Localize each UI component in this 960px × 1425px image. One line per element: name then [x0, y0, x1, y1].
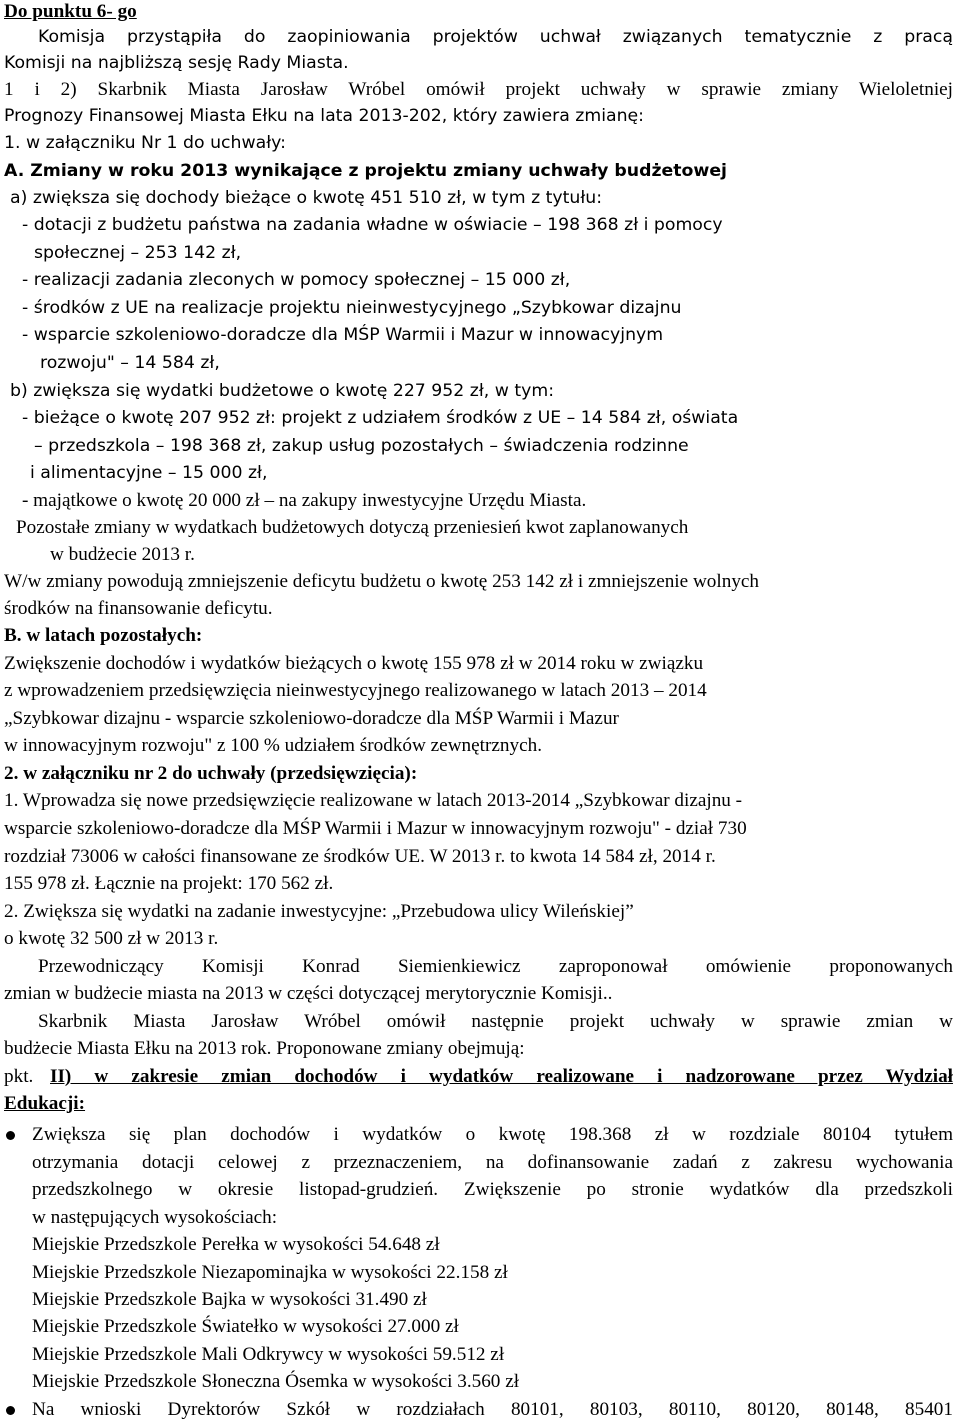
text-line: i alimentacyjne – 15 000 zł, [30, 463, 268, 483]
text-line: rozdział 73006 w całości finansowane ze środków UE. W 2013 r. to kwota 14 584 zł, 2014 r. [4, 846, 716, 867]
text-line: społecznej – 253 142 zł, [34, 243, 242, 263]
text-line: Przewodniczący Komisji Konrad Siemienkiewicz zaproponował omówienie proponowanych [38, 956, 953, 977]
text-line: 155 978 zł. Łącznie na projekt: 170 562 zł. [4, 873, 334, 894]
text-line: – przedszkola – 198 368 zł, zakup usług pozostałych – świadczenia rodzinne [34, 436, 689, 456]
text-line: Zwiększenie dochodów i wydatków bieżących o kwotę 155 978 zł w 2014 roku w związku [4, 653, 704, 674]
text-line: pkt. [4, 1066, 34, 1087]
text-line: Prognozy Finansowej Miasta Ełku na lata 2013-202, który zawiera zmianę: [4, 106, 645, 126]
underlined-heading: Edukacji: [4, 1093, 86, 1114]
text-line: - wsparcie szkoleniowo-doradcze dla MŚP Warmii i Mazur w innowacyjnym [22, 325, 664, 345]
bullet-icon [6, 1406, 15, 1415]
text-line: Komisji na najbliższą sesję Rady Miasta. [4, 53, 349, 73]
list-item: Na wnioski Dyrektorów Szkół w rozdziałach 80101, 80103, 80110, 80120, 80148, 85401 [32, 1399, 953, 1420]
list-item: Miejskie Przedszkole Perełka w wysokości 54.648 zł [32, 1234, 440, 1255]
text-line: - majątkowe o kwotę 20 000 zł – na zakupy inwestycyjne Urzędu Miasta. [22, 490, 587, 511]
list-item: przedszkolnego w okresie listopad-grudzień. Zwiększenie po stronie wydatków dla przedszkoli [32, 1179, 953, 1200]
text-line: Komisja przystąpiła do zaopiniowania projektów uchwał związanych tematycznie z pracą [38, 27, 953, 47]
text-line: wsparcie szkoleniowo-doradcze dla MŚP Warmii i Mazur w innowacyjnym rozwoju" - dział 730 [4, 818, 747, 839]
bullet-icon [6, 1131, 15, 1140]
text-line: a) zwiększa się dochody bieżące o kwotę 451 510 zł, w tym z tytułu: [10, 188, 603, 208]
text-line: 1. Wprowadza się nowe przedsięwzięcie realizowane w latach 2013-2014 „Szybkowar dizajnu - [4, 790, 743, 811]
text-line: - dotacji z budżetu państwa na zadania władne w oświacie – 198 368 zł i pomocy [22, 215, 723, 235]
text-line: rozwoju" – 14 584 zł, [40, 353, 220, 373]
text-line: 2. Zwiększa się wydatki na zadanie inwestycyjne: „Przebudowa ulicy Wileńskiej” [4, 901, 634, 922]
text-line: - bieżące o kwotę 207 952 zł: projekt z udziałem środków z UE – 14 584 zł, oświata [22, 408, 739, 428]
text-line: w innowacyjnym rozwoju" z 100 % udziałem środków zewnętrznych. [4, 735, 542, 756]
text-line: W/w zmiany powodują zmniejszenie deficytu budżetu o kwotę 253 142 zł i zmniejszenie wolnych [4, 571, 760, 592]
text-line: b) zwiększa się wydatki budżetowe o kwotę 227 952 zł, w tym: [10, 381, 555, 401]
text-line: środków na finansowanie deficytu. [4, 598, 273, 619]
text-line: 1. w załączniku Nr 1 do uchwały: [4, 133, 286, 153]
subsection-heading: A. Zmiany w roku 2013 wynikające z projektu zmiany uchwały budżetowej [4, 161, 727, 181]
subsection-heading: 2. w załączniku nr 2 do uchwały (przedsięwzięcia): [4, 763, 418, 784]
list-item: Miejskie Przedszkole Niezapominajka w wysokości 22.158 zł [32, 1262, 508, 1283]
text-line: - realizacji zadania zleconych w pomocy społecznej – 15 000 zł, [22, 270, 571, 290]
list-item: otrzymania dotacji celowej z przeznaczeniem, na dofinansowanie zadań z zakresu wychowania [32, 1152, 953, 1173]
text-line: Pozostałe zmiany w wydatkach budżetowych dotyczą przeniesień kwot zaplanowanych [16, 517, 689, 538]
text-line: „Szybkowar dizajnu - wsparcie szkoleniowo-doradcze dla MŚP Warmii i Mazur [4, 708, 619, 729]
list-item: Miejskie Przedszkole Słoneczna Ósemka w wysokości 3.560 zł [32, 1371, 520, 1392]
text-line: o kwotę 32 500 zł w 2013 r. [4, 928, 219, 949]
text-line: w budżecie 2013 r. [50, 544, 195, 565]
list-item: Miejskie Przedszkole Bajka w wysokości 31.490 zł [32, 1289, 427, 1310]
underlined-heading: II) w zakresie zmian dochodów i wydatków realizowane i nadzorowane przez Wydział [50, 1066, 953, 1087]
list-item: Miejskie Przedszkole Światełko w wysokości 27.000 zł [32, 1316, 459, 1337]
text-line: - środków z UE na realizacje projektu nieinwestycyjnego „Szybkowar dizajnu [22, 298, 682, 318]
text-line: zmian w budżecie miasta na 2013 w części dotyczącej merytorycznie Komisji.. [4, 983, 613, 1004]
list-item: Zwiększa się plan dochodów i wydatków o kwotę 198.368 zł w rozdziale 80104 tytułem [32, 1124, 953, 1145]
text-line: budżecie Miasta Ełku na 2013 rok. Proponowane zmiany obejmują: [4, 1038, 525, 1059]
text-line: Skarbnik Miasta Jarosław Wróbel omówił następnie projekt uchwały w sprawie zmian w [38, 1011, 953, 1032]
section-heading: Do punktu 6- go [4, 1, 137, 22]
list-item: Miejskie Przedszkole Mali Odkrywcy w wysokości 59.512 zł [32, 1344, 505, 1365]
list-item: w następujących wysokościach: [32, 1207, 278, 1228]
subsection-heading: B. w latach pozostałych: [4, 625, 203, 646]
text-line: 1 i 2) Skarbnik Miasta Jarosław Wróbel omówił projekt uchwały w sprawie zmiany Wieloletniej [4, 79, 953, 100]
text-line: z wprowadzeniem przedsięwzięcia nieinwestycyjnego realizowanego w latach 2013 – 2014 [4, 680, 707, 701]
